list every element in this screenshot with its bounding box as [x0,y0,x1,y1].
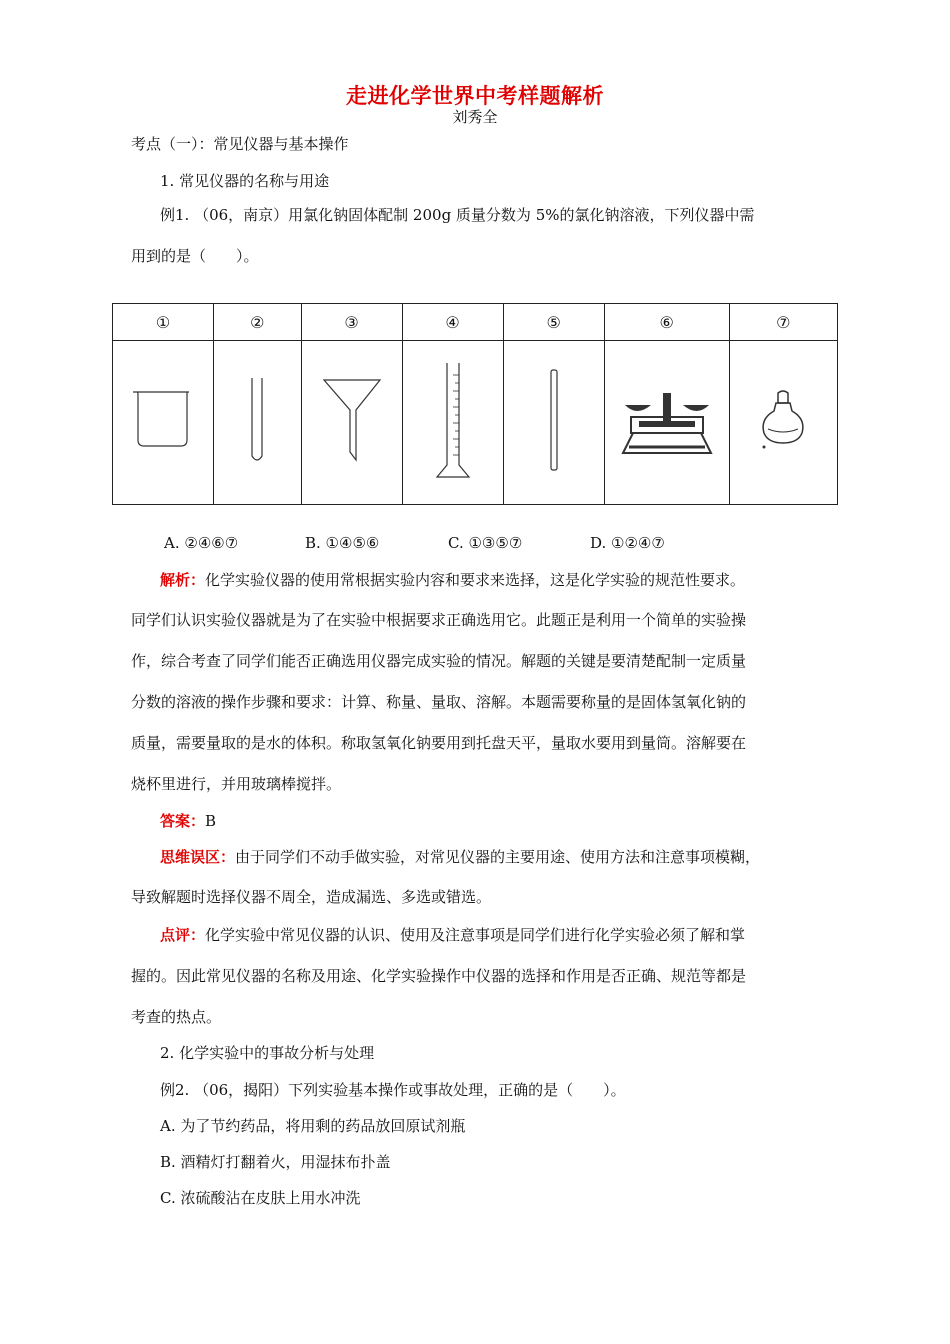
option-a: A. ②④⑥⑦ [164,534,239,552]
analysis-text-1: 化学实验仪器的使用常根据实验内容和要求来选择，这是化学实验的规范性要求。 [205,571,746,589]
subsection-2-heading: 2. 化学实验中的事故分析与处理 [160,1044,375,1062]
analysis-line-2: 同学们认识实验仪器就是为了在实验中根据要求正确选用它。此题正是利用一个简单的实验操 [131,611,747,629]
mistakes-line-2: 导致解题时选择仪器不周全，造成漏选、多选或错选。 [131,888,492,906]
instrument-header-row [113,304,838,341]
analysis-line-4: 分数的溶液的操作步骤和要求：计算、称量、量取、溶解。本题需要称量的是固体氢氧化钠的 [131,693,747,711]
glass-rod-icon [548,368,560,473]
graduated-cylinder-icon [433,361,473,481]
example-2-option-a: A. 为了节约药品，将用剩的药品放回原试剂瓶 [160,1117,466,1135]
instrument-cell-5 [503,341,604,505]
analysis-line-1 [160,570,745,590]
example-2-option-b: B. 酒精灯打翻着火，用湿抹布扑盖 [160,1153,391,1171]
test-tube-icon [247,376,267,466]
analysis-line-6: 烧杯里进行，并用玻璃棒搅拌。 [131,775,342,793]
comment-line-3: 考查的热点。 [131,1008,222,1026]
instrument-cell-2 [214,341,302,505]
section-heading: 考点（一）：常见仪器与基本操作 [131,135,349,153]
instrument-number-4: ④ [402,304,503,341]
instrument-number-1: ① [113,304,214,341]
instrument-cell-3 [301,341,402,505]
example-1-line-1: 例1. （06，南京）用氯化钠固体配制 200g 质量分数为 5%的氯化钠溶液，下列仪器中需 [160,206,755,224]
instrument-number-2: ② [214,304,302,341]
example-1-line-2: 用到的是（ ）。 [131,247,259,265]
option-d: D. ①②④⑦ [590,534,665,552]
option-c: C. ①③⑤⑦ [448,534,523,552]
balance-icon [619,387,715,455]
answer-line [160,811,216,831]
comment-text-1: 化学实验中常见仪器的认识、使用及注意事项是同学们进行化学实验必须了解和掌 [205,926,746,944]
example-2-line: 例2. （06，揭阳）下列实验基本操作或事故处理，正确的是（ ）。 [160,1081,626,1099]
document-title: 走进化学世界中考样题解析 [346,83,604,108]
instrument-number-5: ⑤ [503,304,604,341]
analysis-line-5: 质量，需要量取的是水的体积。称取氢氧化钠要用到托盘天平，量取水要用到量筒。溶解要在 [131,734,747,752]
analysis-line-3: 作，综合考查了同学们能否正确选用仪器完成实验的情况。解题的关键是要清楚配制一定质量 [131,652,747,670]
instrument-cell-6 [604,341,729,505]
mistakes-label: 思维误区： [160,848,236,866]
instrument-number-7: ⑦ [729,304,837,341]
answer-label: 答案： [160,812,206,830]
beaker-icon [131,386,195,456]
subsection-1-heading: 1. 常见仪器的名称与用途 [160,172,330,190]
comment-line-2: 握的。因此常见仪器的名称及用途、化学实验操作中仪器的选择和作用是否正确、规范等都是 [131,967,747,985]
author-name: 刘秀全 [452,108,498,126]
instrument-cell-4 [402,341,503,505]
instrument-image-row [113,341,838,505]
comment-line-1 [160,925,745,945]
mistakes-line-1 [160,847,760,867]
instrument-number-6: ⑥ [604,304,729,341]
funnel-icon [322,376,382,466]
mistakes-text-1: 由于同学们不动手做实验，对常见仪器的主要用途、使用方法和注意事项模糊， [235,848,761,866]
instrument-table [112,303,838,505]
instrument-number-3: ③ [301,304,402,341]
instrument-cell-7 [729,341,837,505]
comment-label: 点评： [160,926,206,944]
example-2-option-c: C. 浓硫酸沾在皮肤上用水冲洗 [160,1189,361,1207]
option-b: B. ①④⑤⑥ [305,534,380,552]
answer-value: B [205,812,217,830]
instrument-cell-1 [113,341,214,505]
analysis-label: 解析： [160,571,206,589]
alcohol-lamp-icon [758,389,808,453]
